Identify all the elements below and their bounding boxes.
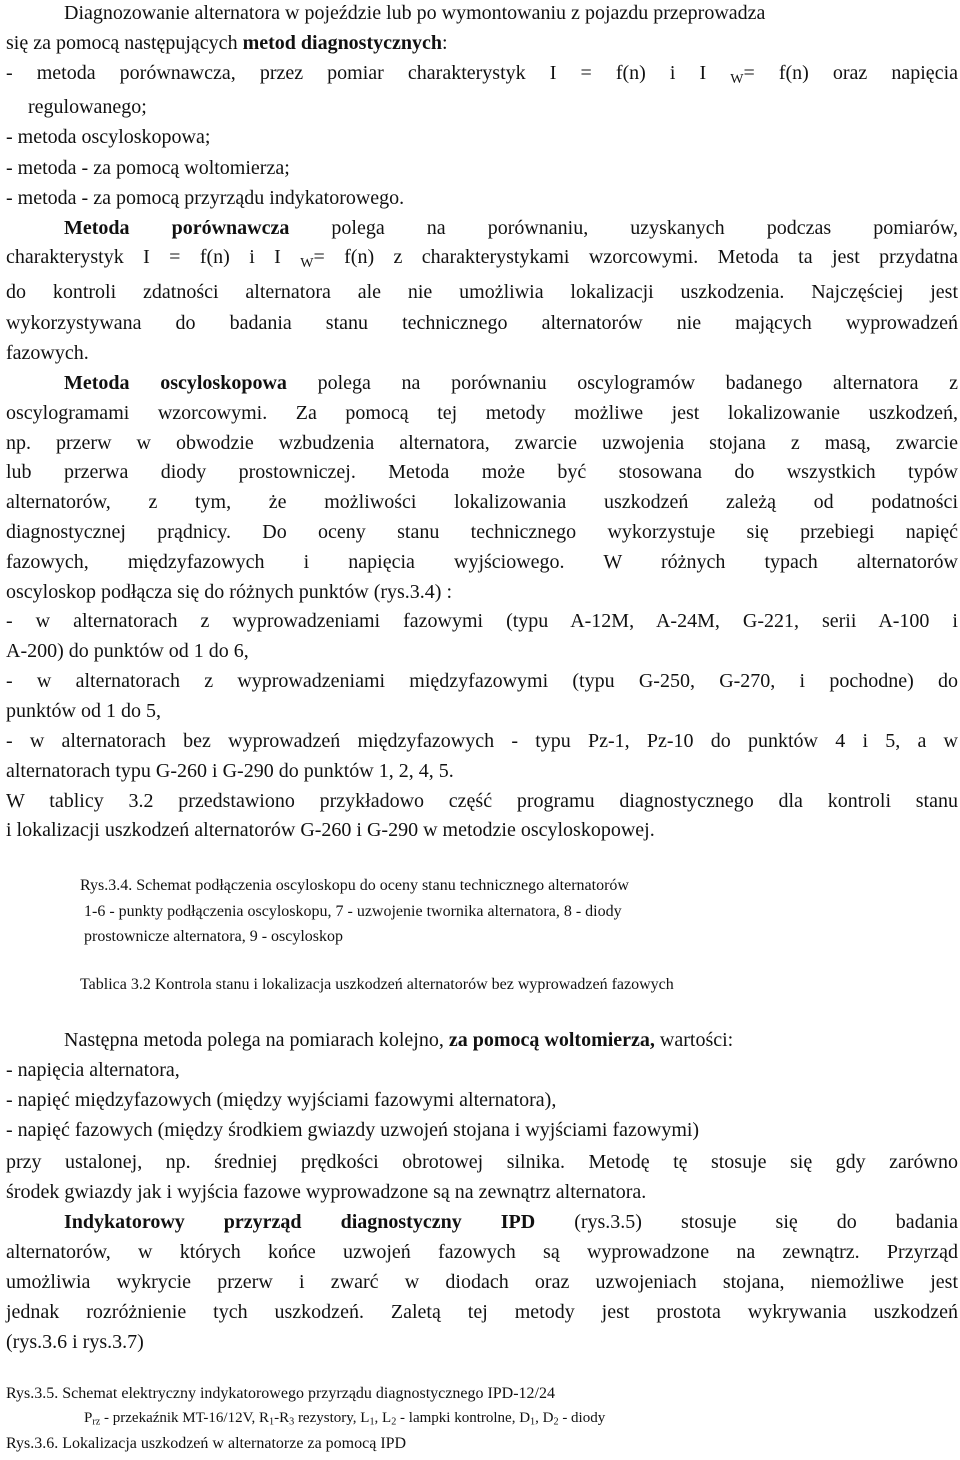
- paragraph-line: oscyloskop podłącza się do różnych punktów (rys.3.4) :: [6, 581, 453, 603]
- list-item: - metoda - za pomocą przyrządu indykatorowego.: [6, 187, 405, 209]
- list-item: - napięć międzyfazowych (między wyjściami fazowymi alternatora),: [6, 1089, 557, 1111]
- paragraph-line: diagnostycznej prądnicy. Do oceny stanu technicznego wykorzystuje się przebiegi napięć: [6, 521, 958, 543]
- figure-caption: Rys.3.4. Schemat podłączenia oscyloskopu do oceny stanu technicznego alternatorów: [80, 877, 629, 894]
- paragraph-line: i lokalizacji uszkodzeń alternatorów G-260 i G-290 w metodzie oscyloskopowej.: [6, 819, 655, 841]
- paragraph-line: wykorzystywana do badania stanu technicznego alternatorów nie mających wyprowadzeń: [6, 312, 958, 334]
- paragraph-line: fazowych.: [6, 342, 89, 364]
- figure-caption: 1-6 - punkty podłączenia oscyloskopu, 7 - uzwojenie twornika alternatora, 8 - diody: [84, 903, 622, 920]
- list-item: - w alternatorach z wyprowadzeniami międzyfazowymi (typu G-250, G-270, i pochodne) do: [6, 670, 958, 692]
- list-item-continuation: regulowanego;: [28, 96, 147, 118]
- paragraph-line: jednak rozróżnienie tych uszkodzeń. Zaletą tej metody jest prostota wykrywania uszkodzeń: [6, 1301, 958, 1323]
- paragraph-line: np. przerw w obwodzie wzbudzenia alternatora, zwarcie uzwojenia stojana z masą, zwarcie: [6, 432, 958, 454]
- figure-caption: Rys.3.5. Schemat elektryczny indykatorowego przyrządu diagnostycznego IPD-12/24: [6, 1385, 555, 1402]
- intro-line: się za pomocą następujących metod diagnostycznych:: [6, 32, 448, 54]
- list-item: - metoda - za pomocą woltomierza;: [6, 157, 290, 179]
- figure-legend: Prz - przekaźnik MT-16/12V, R1-R3 rezystory, L1, L2 - lampki kontrolne, D1, D2 - diody: [84, 1410, 606, 1428]
- list-item: - w alternatorach z wyprowadzeniami fazowymi (typu A-12M, A-24M, G-221, serii A-100 i: [6, 610, 958, 632]
- paragraph-line: do kontroli zdatności alternatora ale nie umożliwia lokalizacji uszkodzenia. Najczęściej jest: [6, 281, 958, 303]
- paragraph-line: oscylogramami wzorcowymi. Za pomocą tej metody możliwe jest lokalizowanie uszkodzeń,: [6, 402, 958, 424]
- list-item: - metoda oscyloskopowa;: [6, 126, 211, 148]
- list-item-continuation: punktów od 1 do 5,: [6, 700, 161, 722]
- list-item: - metoda porównawcza, przez pomiar charakterystyk I = f(n) i I $_W$= f(n) oraz napięcia: [6, 62, 958, 88]
- paragraph-line: fazowych, międzyfazowych i napięcia wyjściowego. W różnych typach alternatorów: [6, 551, 958, 573]
- list-item: - napięcia alternatora,: [6, 1059, 180, 1081]
- paragraph-line: lub przerwa diody prostowniczej. Metoda może być stosowana do wszystkich typów: [6, 461, 958, 483]
- intro-line: Diagnozowanie alternatora w pojeździe lub po wymontowaniu z pojazdu przeprowadza: [64, 2, 766, 24]
- paragraph-line: Metoda oscyloskopowa polega na porównaniu oscylogramów badanego alternatora z: [64, 372, 959, 394]
- list-item-continuation: A-200) do punktów od 1 do 6,: [6, 640, 249, 662]
- table-caption: Tablica 3.2 Kontrola stanu i lokalizacja uszkodzeń alternatorów bez wyprowadzeń fazowych: [80, 976, 674, 993]
- paragraph-line: alternatorów, w których końce uzwojeń fazowych są wyprowadzone na zewnątrz. Przyrząd: [6, 1241, 958, 1263]
- paragraph-line: przy ustalonej, np. średniej prędkości obrotowej silnika. Metodę tę stosuje się gdy zarówno: [6, 1151, 958, 1173]
- figure-caption: prostownicze alternatora, 9 - oscyloskop: [84, 928, 344, 945]
- paragraph-line: charakterystyk I = f(n) i I $_W$= f(n) z charakterystykami wzorcowymi. Metoda ta jest przydatna: [6, 246, 959, 272]
- paragraph-line: umożliwia wykrycie przerw i zwarć w diodach oraz uzwojeniach stojana, niemożliwe jest: [6, 1271, 958, 1293]
- list-item: - w alternatorach bez wyprowadzeń międzyfazowych - typu Pz-1, Pz-10 do punktów 4 i 5, a w: [6, 730, 958, 752]
- list-item-continuation: alternatorach typu G-260 i G-290 do punktów 1, 2, 4, 5.: [6, 760, 454, 782]
- paragraph-line: Indykatorowy przyrząd diagnostyczny IPD (rys.3.5) stosuje się do badania: [64, 1211, 958, 1233]
- paragraph-line: środek gwiazdy jak i wyjścia fazowe wyprowadzone są na zewnątrz alternatora.: [6, 1181, 647, 1203]
- paragraph-line: (rys.3.6 i rys.3.7): [6, 1331, 144, 1353]
- figure-caption: Rys.3.6. Lokalizacja uszkodzeń w alternatorze za pomocą IPD: [6, 1435, 407, 1452]
- paragraph-line: Metoda porównawcza polega na porównaniu, uzyskanych podczas pomiarów,: [64, 217, 958, 239]
- paragraph-line: alternatorów, z tym, że możliwości lokalizowania uszkodzeń zależą od podatności: [6, 491, 958, 513]
- paragraph-line: Następna metoda polega na pomiarach kolejno, za pomocą woltomierza, wartości:: [64, 1029, 734, 1051]
- paragraph-line: W tablicy 3.2 przedstawiono przykładowo część programu diagnostycznego dla kontroli stanu: [6, 790, 958, 812]
- list-item: - napięć fazowych (między środkiem gwiazdy uzwojeń stojana i wyjściami fazowymi): [6, 1119, 700, 1141]
